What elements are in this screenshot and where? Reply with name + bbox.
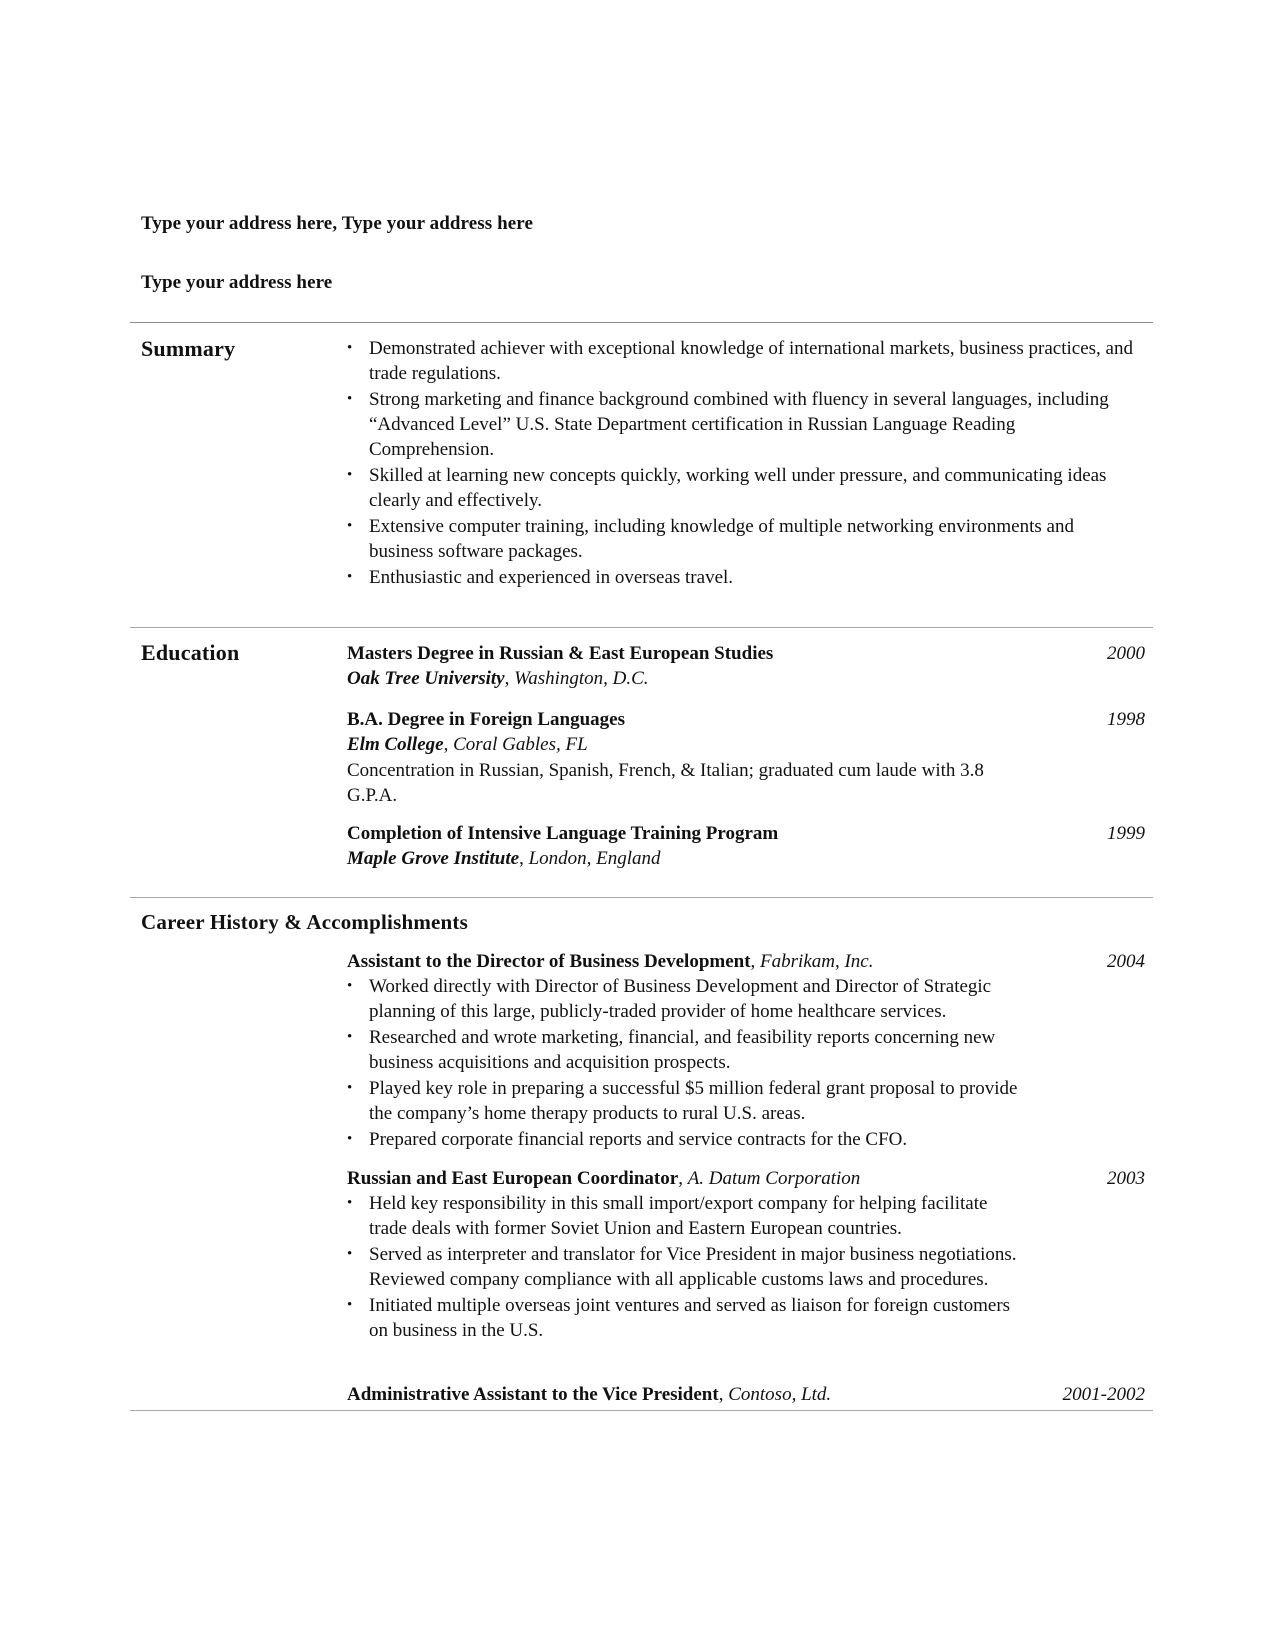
address-line-2: Type your address here [141, 272, 333, 293]
education-entry [347, 641, 1145, 692]
company-name: Fabrikam, Inc. [760, 951, 874, 972]
section-divider [130, 322, 1153, 323]
job-entry [347, 1382, 1145, 1407]
summary-bullet: • Demonstrated achiever with exceptional knowledge of international markets, business practices, and trade regulations. [347, 336, 1137, 386]
section-divider [130, 1410, 1153, 1411]
summary-bullet: • Strong marketing and finance background combined with fluency in several languages, including “Advanced Level” U.S. State Department certification in Russian Language Reading Comprehension. [347, 387, 1137, 462]
job-bullets [347, 1191, 1027, 1343]
job-bullet: • Played key role in preparing a successful $5 million federal grant proposal to provide the company’s home therapy products to rural U.S. areas. [347, 1076, 1027, 1126]
job-title: Administrative Assistant to the Vice President [347, 1384, 719, 1405]
section-divider [130, 627, 1153, 628]
education-entry [347, 707, 1145, 808]
job-bullet: • Initiated multiple overseas joint ventures and served as liaison for foreign customers on business in the U.S. [347, 1293, 1027, 1343]
summary-bullet: • Enthusiastic and experienced in overseas travel. [347, 565, 1137, 590]
career-heading: Career History & Accomplishments [141, 910, 468, 934]
education-entry [347, 821, 1145, 872]
job-bullet: • Worked directly with Director of Business Development and Director of Strategic planning of this large, publicly-traded provider of home healthcare services. [347, 974, 1027, 1024]
section-divider [130, 897, 1153, 898]
job-year: 2003 [1107, 1168, 1145, 1189]
company-name: Contoso, Ltd. [728, 1384, 832, 1405]
job-year: 2001-2002 [1062, 1384, 1145, 1405]
school-location: London, England [528, 848, 661, 869]
school-name: Oak Tree University [347, 668, 505, 689]
degree-year: 2000 [1107, 643, 1145, 664]
school-location: Washington, D.C. [514, 668, 649, 689]
separator: , [504, 668, 515, 689]
degree-year: 1998 [1107, 709, 1145, 730]
degree-title: B.A. Degree in Foreign Languages [347, 709, 625, 730]
summary-bullet: • Skilled at learning new concepts quickly, working well under pressure, and communicating ideas clearly and effectively. [347, 463, 1137, 513]
company-name: A. Datum Corporation [687, 1168, 861, 1189]
school-location: Coral Gables, FL [453, 734, 588, 755]
job-bullet: • Held key responsibility in this small import/export company for helping facilitate trade deals with former Soviet Union and Eastern European countries. [347, 1191, 1027, 1241]
address-line-1: Type your address here, Type your address here [141, 213, 534, 234]
degree-title: Masters Degree in Russian & East European Studies [347, 643, 774, 664]
job-bullet: • Prepared corporate financial reports and service contracts for the CFO. [347, 1127, 1027, 1152]
school-name: Maple Grove Institute [347, 848, 520, 869]
school-name: Elm College [347, 734, 444, 755]
separator: , [443, 734, 454, 755]
job-title: Russian and East European Coordinator [347, 1168, 679, 1189]
job-entry [347, 1166, 1145, 1344]
education-heading: Education [141, 640, 240, 665]
separator: , [678, 1168, 688, 1189]
job-bullet: • Served as interpreter and translator for Vice President in major business negotiations. Reviewed company compliance with all applicable customs laws and procedures. [347, 1242, 1027, 1292]
degree-year: 1999 [1107, 823, 1145, 844]
summary-list [347, 336, 1137, 590]
degree-title: Completion of Intensive Language Training Program [347, 823, 779, 844]
summary-bullet: • Extensive computer training, including knowledge of multiple networking environments and business software packages. [347, 514, 1137, 564]
summary-heading: Summary [141, 336, 236, 361]
job-bullet: • Researched and wrote marketing, financial, and feasibility reports concerning new business acquisitions and acquisition prospects. [347, 1025, 1027, 1075]
separator: , [519, 848, 529, 869]
education-note: Concentration in Russian, Spanish, French, & Italian; graduated cum laude with 3.8 G.P.A. [347, 760, 984, 806]
separator: , [750, 951, 761, 972]
summary-section [347, 336, 1137, 591]
separator: , [718, 1384, 729, 1405]
job-bullets [347, 974, 1027, 1152]
job-year: 2004 [1107, 951, 1145, 972]
job-entry [347, 949, 1145, 1153]
job-title: Assistant to the Director of Business Development [347, 951, 751, 972]
